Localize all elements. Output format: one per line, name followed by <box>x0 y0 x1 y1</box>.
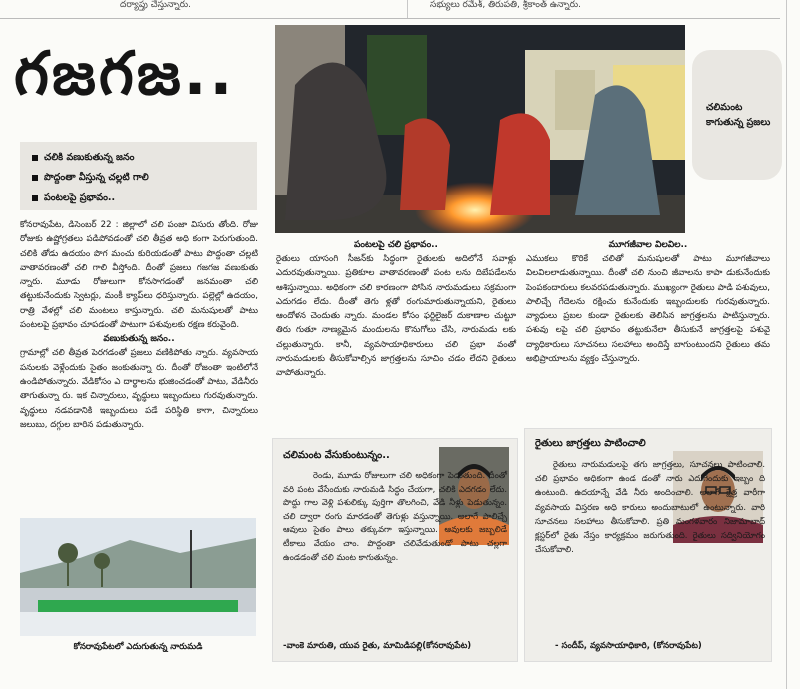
officer-quote-title: రైతులు జాగ్రత్తలు పాటించాలి <box>535 438 646 449</box>
right-page-edge <box>786 0 787 689</box>
farmer-quote-credit: -వాంకె మారుతి, యువ రైతు, మామిడిపల్లి(కోనరావుపేట) <box>283 641 472 651</box>
farmer-quote-title: చలిమంట వేసుకుంటున్నం.. <box>283 450 390 461</box>
column-1-paragraph-1: కోనరావుపేట, డిసెంబర్‌ 22 : జిల్లాలో చలి పంజా విసురు తోంది. రోజు రోజుకు ఉష్ణోగ్రతలు పడిపోవడంతో చలి తీవ్రత అధి కంగా పెరుగుతుంది. చలికి తోడు ఉదయం పొగ మంచు కురియడంతో పాటు పొద్దంతా చల్లటి వాతావరణంతో చలి గాలి వీస్తోంది. దీంతో ప్రజలు గజగజ వణుకుతు న్నారు. మూడు రోజులుగా కోనసాగడంతో జనమంతా చలి తట్టుకునేందుకు స్వెటర్లు, మంకీ క్యాప్‌లు ధరిస్తున్నారు. పల్లెల్లో ఉదయం, రాత్రి వేళల్లో చలి మంటలు కాస్తున్నారు. చలి మనుషులతో పాటు పంటలపై ప్రభావం చూపడంతో పాటుగా పశువులకు రక్షణ కరువైంది. <box>20 220 258 331</box>
photo-caption-box <box>692 50 782 180</box>
column-2 <box>276 238 516 381</box>
column-1-subhead: వణుకుతున్న జనం.. <box>103 334 175 345</box>
column-2-body: రైతులు యాసంగి సీజన్‌కు సిద్ధంగా రైతులకు అదిలోనే సవాళ్లు ఎదురవుతున్నాయి. ప్రతికూల వాతావరణంతో పంట లను దిబేపడేలను ఆశిస్తున్నాయి. అధికంగా చలి కారణంగా పోసిన నారుమడులు సక్రమంగా ఎదుగడం లేదు. దీంతో తెగు ళ్లతో రంగుమారుతున్నాయని, రైతులు ఆందోళన చెందుతు న్నారు. మండల కోసం ఫర్టిలైజర్‌ దుకాణాల చుట్టూ తిరు గుతూ నాణ్యమైన మందులను కొనుగోలు చేసి, నారుమడు లకు చల్లుతున్నారు. కానీ, వ్యవసాయాధికారులు చలి ప్రభా వంతో నారుమడులకు తీసుకోవాల్సిన జాగ్రత్తలను సూచిం చడం లేదని రైతులు వాపోతున్నారు. <box>276 254 516 379</box>
farmer-quote-box <box>272 438 518 662</box>
highlight-item: పంటలపై ప్రభావం.. <box>32 188 257 208</box>
photo-caption: చలిమంట కాగుతున్న ప్రజలు <box>706 102 771 128</box>
top-column-rule <box>407 0 408 18</box>
column-2-subhead: పంటలపై చలి ప్రభావం.. <box>354 240 438 250</box>
highlights-box <box>20 142 257 210</box>
highlight-item: చలికి వణుకుతున్న జనం <box>32 148 257 168</box>
officer-quote-credit: - సందీప్‌, వ్యవసాయాధికారి, (కోనరావుపేట) <box>555 641 702 651</box>
column-3 <box>526 238 770 366</box>
officer-quote-box <box>524 428 772 662</box>
officer-quote-body: రైతులు నారుమడులపై తగు జాగ్రత్తలు, సూచనలు పాటించాలి. చలి ప్రభావం అధికంగా ఉండ డంతో నారు ఎదుగేందుకు ఇబ్బం ది ఉంటుంది. ఉదయాన్నే వేడి నీరు అందించాలి. అలాగే క్షేత్ర వారీగా వ్యవసాయ విస్తరణ అధి కారులు అందుబాటులో ఉంటున్నారు. వారి సూచనలు సలహాలు తీసుకోవాలి. ప్రతి మంగళవారం నిజామాబాద్‌ క్లస్టర్‌లో రైతు నేస్తం కార్యక్రమం జరుగుతుంది. రైతులు సద్వినియోగం చేసుకోవాలి. <box>535 459 765 555</box>
column-3-subhead: మూగజీవాల విలవిల.. <box>608 240 688 250</box>
top-strip-left: దర్యాప్తు చేస్తున్నారు. <box>120 0 191 10</box>
column-1 <box>20 218 258 432</box>
farmer-quote-body: రెండు, మూడు రోజులుగా చలి అధికంగా పెడుతుంది. దీంతో వరి పంట వేసేందుకు నారుమడి సిద్ధం చేయగా, చలికి ఎదగడం లేదు. పొద్దు గాల వెళ్లి పశులిక్కు పుర్తిగా తొలగించి, వేడి నీళ్లు పెడుతున్నం. చలి ద్వారా రంగు మారడంతో తెగుళ్లు వస్తున్నాయి. అలాగే పాలిచ్చే ఆవులు సైతం పాలు తక్కువగా ఇస్తున్నాయి. ఆవులకు జబ్బలిడే టీకాలు వేయం చాం. పొద్దంతా చలివేడుతుండో పాటు చల్లగా ఉండడంతో చలి మంట కాగుతున్నం. <box>283 470 507 562</box>
bonfire-photo <box>275 25 685 233</box>
column-1-paragraph-2: గ్రామాల్లో చలి తీవ్రత పెరగడంతో ప్రజలు వణికిపోతు న్నారు. వ్యవసాయ పనులకు వెళ్లేందుకు సైతం జంకుతున్నా రు. దీంతో రోజంతా ఇంటిలోనే ఉండిపోతున్నారు. వేడికోసం ఎ దార్థాలను భుజించడంతో పాటు, వేడినీరు తాగుతున్నా రు. ఇక చిన్నారులు, వృద్ధులు ఇబ్బందులు గురవుతున్నారు. వృద్ధులు నడవడానికి ఇబ్బందులు పడే పరిస్థితి కాగా, చిన్నారులు జలుబు, దగ్గుల బారిన పడుతున్నారు. <box>20 348 258 430</box>
column-3-body: ఎముకలు కొరికే చలితో మనుషులతో పాటు మూగజీవాలు విలవిలలాడుతున్నాయి. దీంతో చలి నుంచి జీవాలను కాపా డుకునేందుకు పెంపకందారులు కలవరపడుతున్నారు. ముఖ్యంగా రైతులు పాడి పశువులు, పాలిచ్చే గేదెలను రక్షించు కునేందుకు ఇబ్బందులకు గురవుతున్నారు. వ్యాధులు ప్రబల కుండా రైతులకు తెలిసిన జాగ్రత్తలను పాటిస్తున్నారు. పశువు లపై చలి ప్రభావం తట్టుకునేలా తీసుకునే జాగ్రత్తలపై పశువై ద్యాధికారులు సూచనలు సలహాలు అందిస్తే బాగుంటుందని రైతులు తమ అభిప్రాయాలను వ్యక్తం చేస్తున్నారు. <box>526 254 770 365</box>
top-divider <box>0 18 780 19</box>
nursery-field-photo <box>20 518 256 636</box>
top-strip-right: సభ్యులు రమేశ్‌, తిరుపతి, శ్రీకాంత్‌ ఉన్నారు. <box>430 0 581 10</box>
highlight-item: పొద్దంతా వీస్తున్న చల్లటి గాలి <box>32 168 257 188</box>
field-photo-caption: కోనరావుపేటలో ఎదుగుతున్న నారుమడి <box>73 642 203 652</box>
headline: గజగజ.. <box>14 39 236 109</box>
